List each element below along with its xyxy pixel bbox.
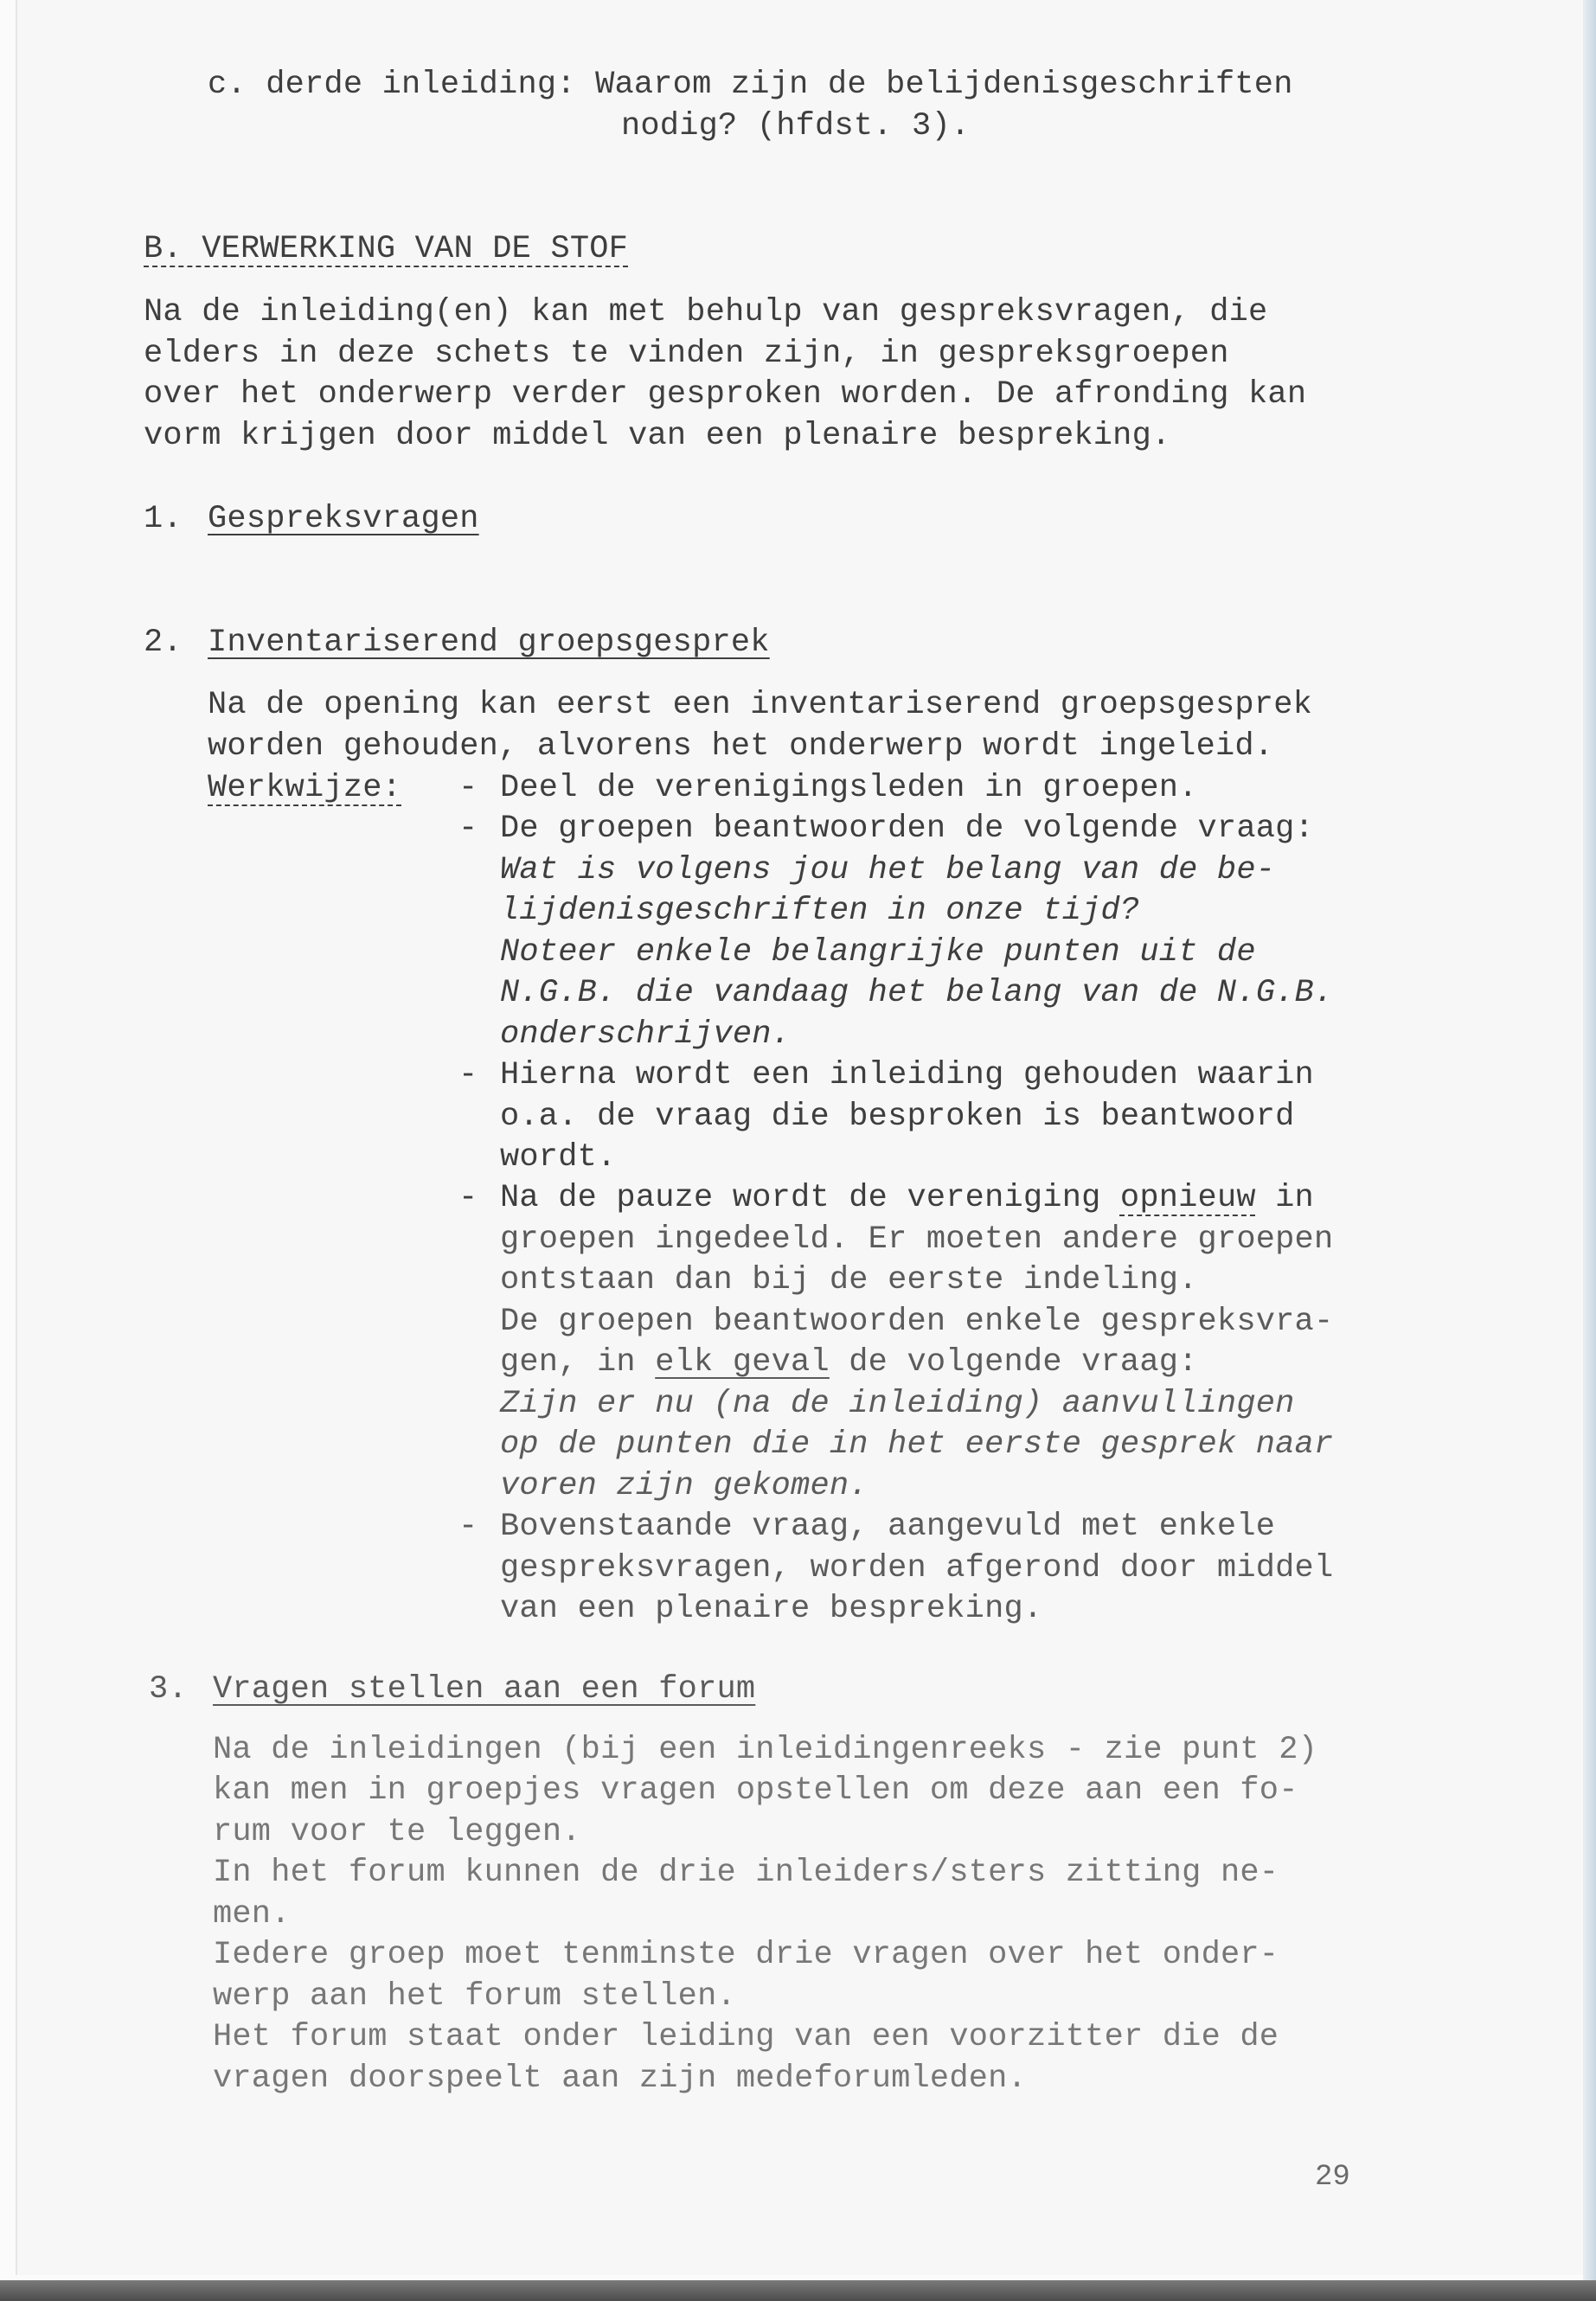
item-3-para-line: kan men in groepjes vragen opstellen om deze aan een fo- — [213, 1772, 1298, 1809]
italic-question-2-line: voren zijn gekomen. — [500, 1468, 869, 1504]
intro-c-line-1: c. derde inleiding: Waarom zijn de belijdenisgeschriften — [208, 67, 1293, 103]
item-1-title: Gespreksvragen — [208, 501, 479, 537]
item-3-para-line: Iedere groep moet tenminste drie vragen over het onder- — [213, 1937, 1279, 1973]
italic-question-1-line: N.G.B. die vandaag het belang van de N.G.B. — [500, 975, 1334, 1011]
step-4-gen-a: gen, in — [500, 1344, 656, 1381]
step-1-text: Deel de verenigingsleden in groepen. — [500, 770, 1198, 806]
intro-c-line-2: nodig? (hfdst. 3). — [621, 108, 971, 144]
step-4-gen-line — [500, 1343, 1198, 1383]
werkwijze-label: Werkwijze: — [208, 770, 402, 806]
italic-question-1-line: lijdenisgeschriften in onze tijd? — [500, 893, 1140, 929]
step-dash: - — [458, 1509, 478, 1545]
item-2-intro-line: worden gehouden, alvorens het onderwerp wordt ingeleid. — [208, 728, 1274, 765]
section-b-para-line: elders in deze schets te vinden zijn, in gespreksgroepen — [144, 336, 1229, 372]
step-dash: - — [458, 770, 478, 806]
step-5-line: gespreksvragen, worden afgerond door middel — [500, 1550, 1334, 1586]
step-4-line-1 — [500, 1178, 1314, 1219]
item-3-para-line: rum voor te leggen. — [213, 1814, 581, 1850]
item-2-title: Inventariserend groepsgesprek — [208, 625, 770, 661]
step-4-underlined-phrase: elk geval — [655, 1344, 830, 1381]
step-dash: - — [458, 1057, 478, 1093]
step-4-underlined-word: opnieuw — [1119, 1180, 1256, 1216]
step-4-line: De groepen beantwoorden enkele gespreksvra- — [500, 1304, 1334, 1340]
section-b-para-line: vorm krijgen door middel van een plenaire bespreking. — [144, 418, 1171, 454]
item-2-number: 2. — [144, 625, 183, 661]
item-3-title: Vragen stellen aan een forum — [213, 1671, 756, 1708]
item-3-para-line: In het forum kunnen de drie inleiders/sters zitting ne- — [213, 1855, 1279, 1891]
section-b-heading: B. VERWERKING VAN DE STOF — [144, 231, 629, 267]
step-3-line: o.a. de vraag die besproken is beantwoord — [500, 1099, 1295, 1135]
item-3-para-line: Na de inleidingen (bij een inleidingenreeks - zie punt 2) — [213, 1732, 1318, 1768]
scan-edge-bottom — [0, 2280, 1596, 2301]
step-4-text-b: in — [1255, 1180, 1314, 1216]
italic-question-1-line: Wat is volgens jou het belang van de be- — [500, 852, 1276, 888]
italic-question-2-line: Zijn er nu (na de inleiding) aanvullingen — [500, 1386, 1295, 1422]
page-number: 29 — [1315, 2161, 1350, 2194]
section-b-para-line: over het onderwerp verder gesproken worden. De afronding kan — [144, 376, 1307, 413]
item-3-para-line: werp aan het forum stellen. — [213, 1978, 736, 2015]
item-2-intro-line: Na de opening kan eerst een inventariserend groepsgesprek — [208, 687, 1313, 723]
item-1-number: 1. — [144, 501, 183, 537]
section-b-para-line: Na de inleiding(en) kan met behulp van gespreksvragen, die — [144, 294, 1268, 330]
italic-question-1-line: onderschrijven. — [500, 1016, 792, 1053]
step-3-line: wordt. — [500, 1139, 617, 1176]
item-3-para-line: vragen doorspeelt aan zijn medeforumleden. — [213, 2061, 1027, 2097]
scan-edge-right — [1583, 0, 1596, 2280]
step-2-text: De groepen beantwoorden de volgende vraag: — [500, 811, 1314, 847]
step-4-gen-b: de volgende vraag: — [829, 1344, 1198, 1381]
step-4-line: groepen ingedeeld. Er moeten andere groepen — [500, 1221, 1334, 1258]
item-3-para-line: Het forum staat onder leiding van een voorzitter die de — [213, 2019, 1279, 2055]
italic-question-2-line: op de punten die in het eerste gesprek naar — [500, 1426, 1334, 1463]
step-dash: - — [458, 1180, 478, 1216]
step-dash: - — [458, 811, 478, 847]
step-5-line: Bovenstaande vraag, aangevuld met enkele — [500, 1509, 1276, 1545]
italic-question-1-line: Noteer enkele belangrijke punten uit de — [500, 934, 1256, 971]
step-4-line: ontstaan dan bij de eerste indeling. — [500, 1262, 1198, 1298]
step-4-text-a: Na de pauze wordt de vereniging — [500, 1180, 1120, 1216]
item-3-number: 3. — [149, 1671, 188, 1708]
step-5-line: van een plenaire bespreking. — [500, 1591, 1043, 1627]
step-3-line: Hierna wordt een inleiding gehouden waarin — [500, 1057, 1314, 1093]
item-3-para-line: men. — [213, 1896, 291, 1932]
